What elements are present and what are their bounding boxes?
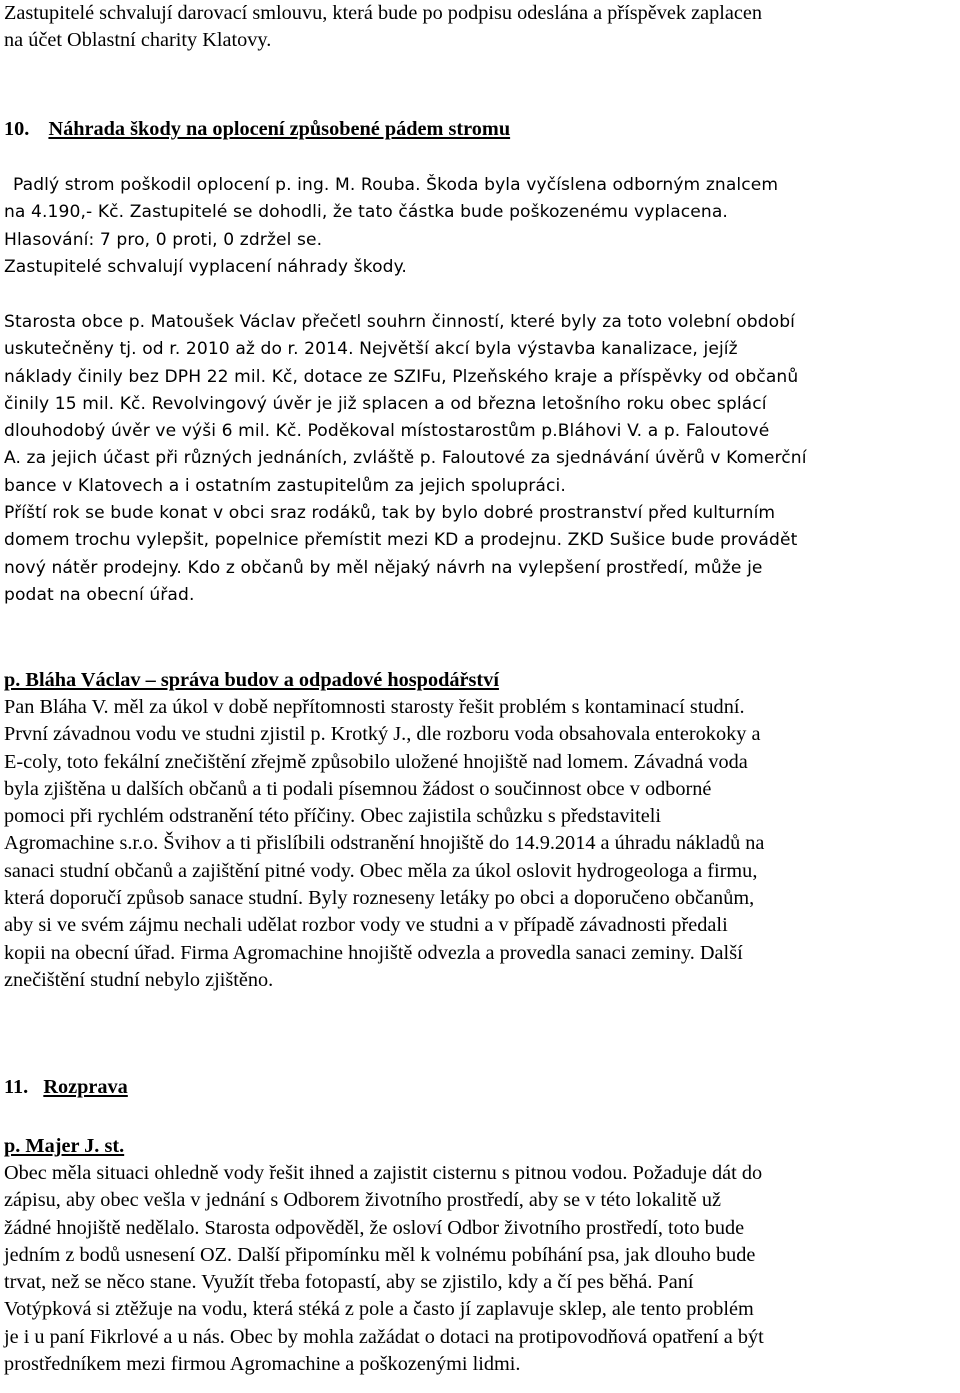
section-title: Náhrada škody na oplocení způsobené pádem stromu bbox=[48, 118, 511, 140]
section-10-heading bbox=[4, 116, 950, 143]
text-line: Agromachine s.r.o. Švihov a ti přislíbili odstranění hnojiště do 14.9.2014 a úhradu nákladů na bbox=[4, 832, 765, 855]
text-line: Votýpková si ztěžuje na vodu, která stéká z pole a často jí zaplavuje sklep, ale tento problém bbox=[4, 1298, 754, 1321]
text-line: aby si ve svém zájmu nechali udělat rozbor vody ve studni a v případě závadnosti předali bbox=[4, 914, 728, 937]
section-11-heading bbox=[4, 1074, 950, 1101]
text-line: byla zjištěna u dalších občanů a ti podali písemnou žádost o součinnost obce v odborné bbox=[4, 777, 712, 800]
text-line: prostředníkem mezi firmou Agromachine a poškozenými lidmi. bbox=[4, 1353, 521, 1376]
text-line: Pan Bláha V. měl za úkol v době nepřítomnosti starosty řešit problém s kontaminací studní. bbox=[4, 696, 745, 718]
text-line: kopii na obecní úřad. Firma Agromachine hnojiště odvezla a provedla sanaci zeminy. Další bbox=[4, 941, 743, 964]
text-line: dlouhodobý úvěr ve výši 6 mil. Kč. Poděkoval místostarostům p.Bláhovi V. a p. Faloutové bbox=[4, 421, 770, 442]
text-line: zápisu, aby obec vešla v jednání s Odborem životního prostředí, aby se v této lokalitě už bbox=[4, 1189, 721, 1212]
text-line: Zastupitelé schvalují darovací smlouvu, která bude po podpisu odeslána a příspěvek zaplacen bbox=[4, 2, 763, 24]
blaha-heading bbox=[4, 667, 950, 694]
text-line: činily 15 mil. Kč. Revolvingový úvěr je již splacen a od března letošního roku obec splácí bbox=[4, 393, 767, 414]
text-line: náklady činily bez DPH 22 mil. Kč, dotace ze SZIFu, Plzeňského kraje a příspěvky od občanů bbox=[4, 366, 799, 387]
text-line: bance v Klatovech a i ostatním zastupitelům za jejich spolupráci. bbox=[4, 475, 566, 496]
text-line: podat na obecní úřad. bbox=[4, 584, 195, 605]
majer-heading bbox=[4, 1133, 950, 1160]
intro-paragraph bbox=[4, 0, 950, 55]
voting-result: Hlasování: 7 pro, 0 proti, 0 zdržel se. bbox=[4, 229, 323, 250]
text-line: První závadnou vodu ve studni zjistil p. Krotký J., dle rozboru voda obsahovala enterokoky a bbox=[4, 723, 761, 746]
section-number: 11. bbox=[4, 1076, 29, 1098]
text-line: znečištění studní nebylo zjištěno. bbox=[4, 968, 274, 991]
text-line: A. za jejich účast při různých jednáních, zvláště p. Faloutové za sjednávání úvěrů v Komerční bbox=[4, 448, 807, 469]
text-line: E-coly, toto fekální znečištění zřejmě způsobilo uložené hnojiště nad lomem. Závadná voda bbox=[4, 750, 748, 773]
text-line: uskutečněny tj. od r. 2010 až do r. 2014. Největší akcí byla výstavba kanalizace, jejíž bbox=[4, 339, 738, 360]
text-line: Padlý strom poškodil oplocení p. ing. M. Rouba. Škoda byla vyčíslena odborným znalcem bbox=[13, 175, 779, 195]
majer-paragraph bbox=[4, 1160, 950, 1378]
text-line: pomoci při rychlém odstranění této příčiny. Obec zajistila schůzku s představiteli bbox=[4, 805, 662, 828]
section-number: 10. bbox=[4, 118, 30, 140]
text-line: nový nátěr prodejny. Kdo z občanů by měl nějaký návrh na vylepšení prostředí, může je bbox=[4, 557, 763, 578]
text-line: trvat, než se něco stane. Využít třeba fotopastí, aby se zjistilo, kdy a čí pes běhá. Paní bbox=[4, 1271, 694, 1294]
text-line: sanaci studní občanů a zajištění pitné vody. Obec měla za úkol oslovit hydrogeologa a firmu, bbox=[4, 859, 758, 882]
text-line: je i u paní Fikrlové a u nás. Obec by mohla zažádat o dotaci na protipovodňová opatření a být bbox=[4, 1325, 764, 1348]
text-line: Zastupitelé schvalují vyplacení náhrady škody. bbox=[4, 256, 407, 277]
text-line: žádné hnojiště nedělalo. Starosta odpověděl, že osloví Odbor životního prostředí, toto bude bbox=[4, 1216, 745, 1239]
mayor-report-paragraph bbox=[4, 309, 950, 609]
text-line: která doporučí způsob sanace studní. Byly rozneseny letáky po obci a doporučeno občanům, bbox=[4, 887, 755, 910]
text-line: jedním z bodů usnesení OZ. Další připomínku měl k volnému pobíhání psa, jak dlouho bude bbox=[4, 1243, 756, 1266]
section-title: Rozprava bbox=[43, 1076, 128, 1098]
text-line: Starosta obce p. Matoušek Václav přečetl souhrn činností, které byly za toto volební období bbox=[4, 312, 796, 332]
text-line: Příští rok se bude konat v obci sraz rodáků, tak by bylo dobré prostranství před kulturním bbox=[4, 503, 776, 524]
section-10-body bbox=[4, 172, 950, 281]
text-line: na účet Oblastní charity Klatovy. bbox=[4, 29, 272, 52]
text-line: Obec měla situaci ohledně vody řešit ihned a zajistit cisternu s pitnou vodou. Požaduje dát do bbox=[4, 1162, 763, 1184]
text-line: domem trochu vylepšit, popelnice přemístit mezi KD a prodejnu. ZKD Sušice bude provádět bbox=[4, 530, 798, 551]
speaker-name: p. Majer J. st. bbox=[4, 1135, 125, 1157]
text-line: na 4.190,- Kč. Zastupitelé se dohodli, že tato částka bude poškozenému vyplacena. bbox=[4, 202, 728, 223]
blaha-paragraph bbox=[4, 694, 950, 994]
section-title: p. Bláha Václav – správa budov a odpadové hospodářství bbox=[4, 669, 499, 691]
